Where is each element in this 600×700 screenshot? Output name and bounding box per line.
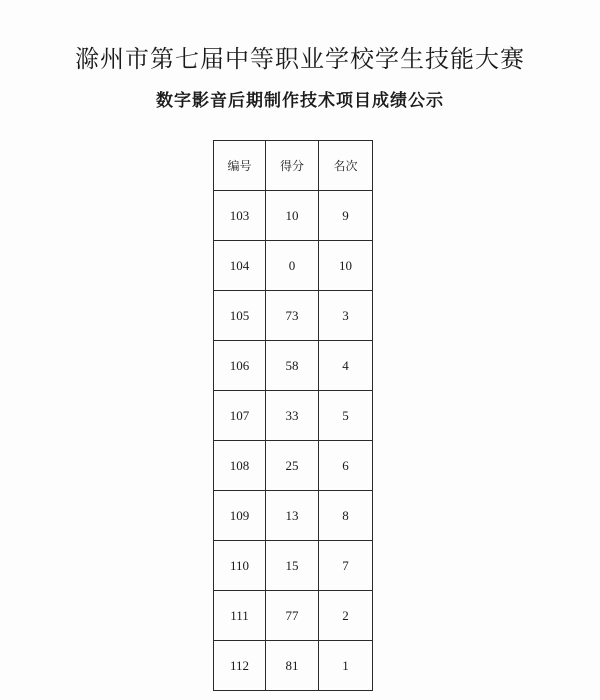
cell-rank: 4 (319, 341, 373, 391)
cell-score: 33 (266, 391, 319, 441)
cell-score: 13 (266, 491, 319, 541)
results-table (213, 140, 373, 691)
document-subtitle: 数字影音后期制作技术项目成绩公示 (156, 91, 444, 111)
cell-id: 108 (214, 441, 266, 491)
cell-id: 105 (214, 291, 266, 341)
table-row (214, 341, 373, 391)
cell-id: 104 (214, 241, 266, 291)
table-row (214, 241, 373, 291)
cell-score: 0 (266, 241, 319, 291)
cell-id: 106 (214, 341, 266, 391)
cell-rank: 1 (319, 641, 373, 691)
document-title: 滁州市第七届中等职业学校学生技能大赛 (75, 45, 525, 73)
cell-score: 73 (266, 291, 319, 341)
cell-score: 25 (266, 441, 319, 491)
table-row (214, 441, 373, 491)
cell-score: 81 (266, 641, 319, 691)
cell-rank: 3 (319, 291, 373, 341)
cell-rank: 6 (319, 441, 373, 491)
cell-score: 15 (266, 541, 319, 591)
cell-id: 112 (214, 641, 266, 691)
table-row (214, 291, 373, 341)
cell-score: 10 (266, 191, 319, 241)
header-rank: 名次 (319, 141, 373, 191)
cell-rank: 2 (319, 591, 373, 641)
cell-rank: 10 (319, 241, 373, 291)
cell-score: 77 (266, 591, 319, 641)
cell-rank: 5 (319, 391, 373, 441)
cell-id: 107 (214, 391, 266, 441)
cell-score: 58 (266, 341, 319, 391)
table-row (214, 591, 373, 641)
table-row (214, 391, 373, 441)
table-row (214, 491, 373, 541)
header-score: 得分 (266, 141, 319, 191)
cell-id: 103 (214, 191, 266, 241)
cell-id: 111 (214, 591, 266, 641)
cell-id: 109 (214, 491, 266, 541)
table-row (214, 191, 373, 241)
cell-rank: 8 (319, 491, 373, 541)
table-header-row (214, 141, 373, 191)
table-row (214, 641, 373, 691)
cell-rank: 7 (319, 541, 373, 591)
cell-id: 110 (214, 541, 266, 591)
table-row (214, 541, 373, 591)
cell-rank: 9 (319, 191, 373, 241)
header-id: 编号 (214, 141, 266, 191)
